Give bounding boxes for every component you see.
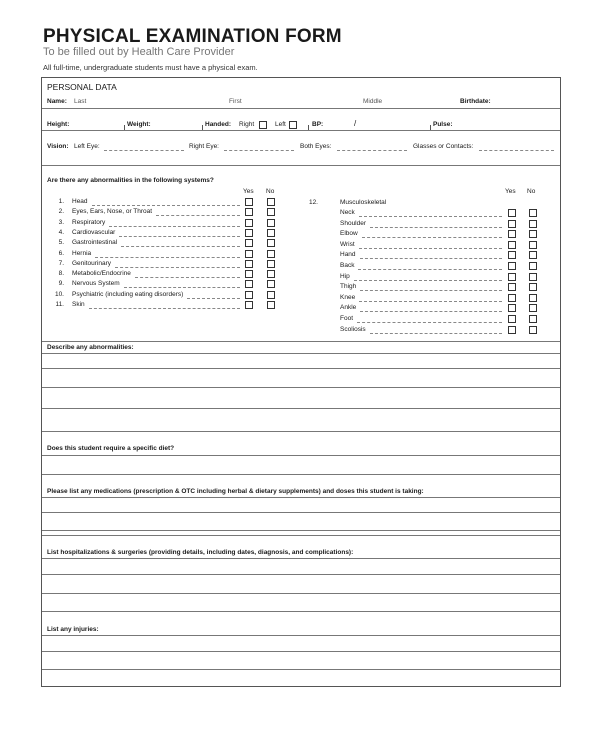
system-name: Nervous System (72, 280, 120, 288)
system-number: 11. (55, 301, 64, 308)
body-part-name: Ankle (340, 304, 357, 312)
yes-checkbox[interactable] (508, 230, 516, 238)
no-checkbox[interactable] (267, 250, 275, 258)
system-name: Hernia (72, 249, 92, 257)
leader-dots (135, 277, 240, 278)
system-name: Head (72, 198, 88, 205)
no-checkbox[interactable] (529, 262, 537, 270)
yes-checkbox[interactable] (508, 220, 516, 228)
no-checkbox[interactable] (267, 260, 275, 268)
system-number: 10. (54, 290, 64, 298)
yes-checkbox[interactable] (245, 219, 253, 227)
yes-checkbox[interactable] (245, 270, 253, 278)
abnormalities-question: Are there any abnormalities in the following systems? (47, 177, 214, 184)
system-number: 3. (58, 218, 64, 226)
yes-checkbox[interactable] (245, 229, 253, 237)
no-header-right: No (527, 188, 536, 195)
exam-form: PERSONAL DATA Name: Last First Middle Birthdate: Height: Weight: Handed: Right Left BP: / Pulse: Vision: Left Eye: Right Eye: Both Eyes: Glasses or Contacts: Are there any abnormalities in the following systems? Yes No Yes No 1. Head 2. Eyes, Ears, Nose, or Throat 3. Respiratory 4. Cardiovascular 5. Gastrointestinal 6. Hernia 7. Genitourinary 8. Metabolic/Endocrine 9. Nervous System 10. Psychiatric (including eating disorders) 11. Skin 12. Musculoskeletal Neck Shoulder Elbow Wrist Hand Back Hip Thigh Knee Ankle Foot Scoliosis Describe any abnormalities: Does this student require a specific diet? Please list any medications (prescription & OTC including herbal & dietary supplements) and doses this student is taking: List hospitalizations & surgeries (providing details, including dates, diagnosis, and complications): List any injuries: (41, 77, 561, 687)
musculoskeletal-heading: Musculoskeletal (340, 199, 387, 206)
yes-checkbox[interactable] (508, 326, 516, 334)
leader-dots (360, 258, 502, 259)
no-checkbox[interactable] (529, 304, 537, 312)
yes-checkbox[interactable] (245, 239, 253, 247)
system-number: 1. (58, 198, 64, 205)
leader-dots (359, 248, 502, 249)
leader-dots (354, 280, 502, 281)
personal-data-heading: PERSONAL DATA (47, 82, 117, 92)
middle-name-label: Middle (363, 98, 383, 105)
handed-label: Handed: (205, 121, 231, 128)
leader-dots (156, 215, 240, 216)
yes-checkbox[interactable] (245, 260, 253, 268)
leader-dots (115, 267, 240, 268)
page-subtitle: To be filled out by Health Care Provider (43, 46, 235, 58)
system-number: 2. (58, 208, 64, 216)
body-part-name: Elbow (340, 230, 358, 238)
handed-right-label: Right (239, 121, 255, 128)
no-checkbox[interactable] (267, 239, 275, 247)
yes-checkbox[interactable] (508, 241, 516, 249)
yes-checkbox[interactable] (508, 294, 516, 302)
body-part-name: Knee (340, 293, 356, 301)
yes-checkbox[interactable] (245, 250, 253, 258)
no-checkbox[interactable] (529, 294, 537, 302)
describe-abnormalities-label: Describe any abnormalities: (47, 344, 134, 351)
no-checkbox[interactable] (267, 219, 275, 227)
handed-left-checkbox[interactable] (289, 121, 297, 129)
system-name: Eyes, Ears, Nose, or Throat (72, 208, 153, 216)
system-name: Skin (72, 301, 85, 308)
leader-dots (124, 287, 240, 288)
name-label: Name: (47, 98, 67, 105)
leader-dots (187, 298, 240, 299)
leader-dots (359, 301, 502, 302)
left-eye-label: Left Eye: (74, 143, 100, 150)
system-name: Respiratory (72, 218, 106, 226)
body-part-name: Wrist (340, 240, 355, 248)
no-header-left: No (266, 188, 275, 195)
body-part-name: Back (340, 262, 355, 269)
hospitalizations-label: List hospitalizations & surgeries (providing details, including dates, diagnosis, and complications): (47, 549, 354, 556)
page-title: PHYSICAL EXAMINATION FORM (43, 26, 342, 47)
yes-checkbox[interactable] (245, 280, 253, 288)
handed-left-label: Left (275, 121, 286, 128)
system-number: 6. (58, 249, 64, 257)
no-checkbox[interactable] (529, 209, 537, 217)
system-number: 4. (58, 228, 64, 236)
diet-question: Does this student require a specific diet? (47, 445, 175, 452)
yes-checkbox[interactable] (245, 291, 253, 299)
no-checkbox[interactable] (529, 230, 537, 238)
requirement-note: All full-time, undergraduate students must have a physical exam. (43, 63, 258, 72)
leader-dots (109, 226, 240, 227)
yes-checkbox[interactable] (245, 208, 253, 216)
pulse-label: Pulse: (433, 121, 453, 128)
system-name: Genitourinary (72, 259, 112, 267)
leader-dots (370, 227, 502, 228)
injuries-label: List any injuries: (47, 626, 99, 633)
yes-checkbox[interactable] (508, 304, 516, 312)
leader-dots (95, 257, 240, 258)
body-part-name: Thigh (340, 283, 357, 291)
musculoskeletal-number: 12. (308, 199, 318, 206)
system-name: Psychiatric (including eating disorders) (72, 290, 184, 298)
system-name: Cardiovascular (72, 228, 116, 236)
right-eye-label: Right Eye: (189, 143, 219, 150)
glasses-contacts-label: Glasses or Contacts: (413, 143, 474, 150)
last-name-label: Last (74, 98, 87, 105)
leader-dots (121, 246, 240, 247)
system-number: 9. (58, 280, 64, 288)
no-checkbox[interactable] (267, 291, 275, 299)
yes-header-left: Yes (243, 188, 254, 195)
no-checkbox[interactable] (267, 301, 275, 309)
yes-checkbox[interactable] (245, 301, 253, 309)
body-part-name: Scoliosis (340, 325, 366, 333)
leader-dots (370, 333, 502, 334)
system-number: 7. (58, 259, 64, 267)
no-checkbox[interactable] (529, 273, 537, 281)
bp-label: BP: (312, 121, 324, 128)
body-part-name: Neck (340, 209, 355, 216)
yes-checkbox[interactable] (508, 283, 516, 291)
leader-dots (92, 205, 240, 206)
no-checkbox[interactable] (529, 220, 537, 228)
yes-checkbox[interactable] (508, 251, 516, 259)
first-name-label: First (229, 98, 242, 105)
leader-dots (358, 269, 502, 270)
no-checkbox[interactable] (529, 326, 537, 334)
system-name: Metabolic/Endocrine (72, 270, 131, 278)
leader-dots (357, 322, 502, 323)
yes-checkbox[interactable] (508, 273, 516, 281)
both-eyes-label: Both Eyes: (300, 143, 332, 150)
system-name: Gastrointestinal (72, 239, 118, 247)
yes-checkbox[interactable] (508, 315, 516, 323)
no-checkbox[interactable] (529, 251, 537, 259)
no-checkbox[interactable] (529, 315, 537, 323)
vision-label: Vision: (47, 143, 69, 150)
system-number: 8. (58, 270, 64, 278)
birthdate-label: Birthdate: (460, 98, 491, 105)
leader-dots (119, 236, 240, 237)
yes-checkbox[interactable] (508, 262, 516, 270)
yes-checkbox[interactable] (508, 209, 516, 217)
body-part-name: Foot (340, 315, 354, 322)
no-checkbox[interactable] (267, 229, 275, 237)
no-checkbox[interactable] (529, 283, 537, 291)
leader-dots (360, 290, 502, 291)
body-part-name: Hand (340, 251, 356, 259)
medications-label: Please list any medications (prescription & OTC including herbal & dietary supplements) and doses this student is taking: (47, 488, 424, 495)
no-checkbox[interactable] (267, 280, 275, 288)
weight-label: Weight: (127, 121, 151, 128)
yes-checkbox[interactable] (245, 198, 253, 206)
no-checkbox[interactable] (267, 270, 275, 278)
body-part-name: Shoulder (340, 219, 367, 227)
yes-header-right: Yes (505, 188, 516, 195)
handed-right-checkbox[interactable] (259, 121, 267, 129)
height-label: Height: (47, 121, 70, 128)
no-checkbox[interactable] (529, 241, 537, 249)
leader-dots (89, 308, 240, 309)
no-checkbox[interactable] (267, 198, 275, 206)
leader-dots (360, 311, 502, 312)
system-number: 5. (58, 239, 64, 247)
body-part-name: Hip (340, 272, 350, 280)
leader-dots (362, 237, 502, 238)
leader-dots (359, 216, 502, 217)
no-checkbox[interactable] (267, 208, 275, 216)
